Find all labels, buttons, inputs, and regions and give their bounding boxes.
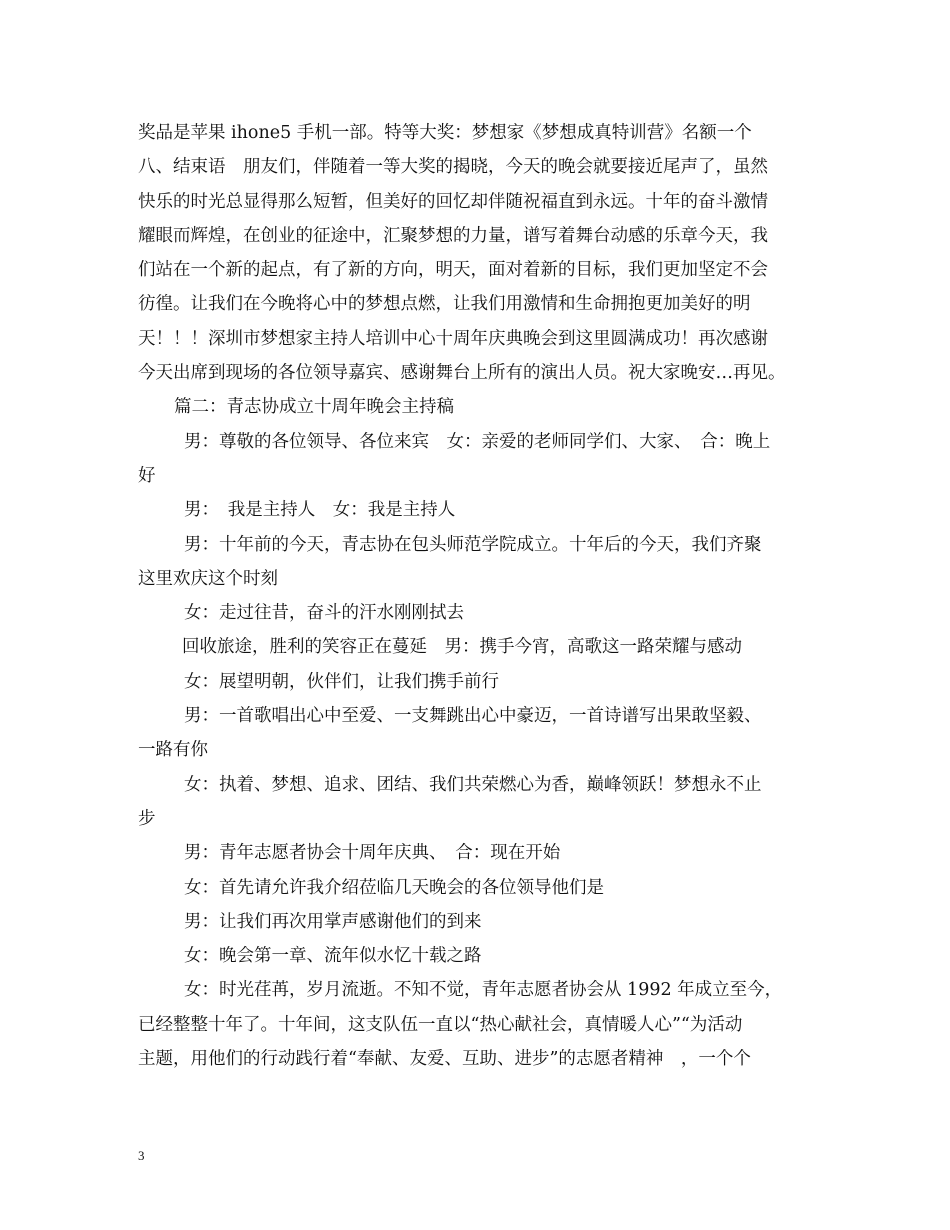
text-line: 天！！！深圳市梦想家主持人培训中心十周年庆典晚会到这里圆满成功！再次感谢 bbox=[138, 328, 768, 349]
text-line: 女：展望明朝，伙伴们，让我们携手前行 bbox=[184, 671, 499, 692]
text-line: 男：尊敬的各位领导、各位来宾 女：亲爱的老师同学们、大家、 合：晚上 bbox=[184, 431, 771, 452]
text-line: 今天出席到现场的各位领导嘉宾、感谢舞台上所有的演出人员。祝大家晚安…再见。 bbox=[138, 363, 786, 384]
text-line: 男：让我们再次用掌声感谢他们的到来 bbox=[184, 911, 482, 932]
text-line: 八、结束语 朋友们，伴随着一等大奖的揭晓，今天的晚会就要接近尾声了，虽然 bbox=[138, 157, 768, 178]
text-line: 快乐的时光总显得那么短暂，但美好的回忆却伴随祝福直到永远。十年的奋斗激情 bbox=[138, 191, 768, 212]
text-line: 步 bbox=[138, 808, 156, 829]
text-line: 们站在一个新的起点，有了新的方向，明天，面对着新的目标，我们更加坚定不会 bbox=[138, 260, 768, 281]
text-line: 女：晚会第一章、流年似水忆十载之路 bbox=[184, 946, 482, 967]
page-number: 3 bbox=[138, 1148, 145, 1163]
section-heading: 篇二：青志协成立十周年晚会主持稿 bbox=[174, 397, 454, 418]
text-line: 这里欢庆这个时刻 bbox=[138, 568, 278, 589]
text-line: 耀眼而辉煌，在创业的征途中，汇聚梦想的力量，谱写着舞台动感的乐章今天，我 bbox=[138, 225, 768, 246]
text-line: 女：执着、梦想、追求、团结、我们共荣燃心为香，巅峰领跃！梦想永不止 bbox=[184, 774, 762, 795]
text-line: 女：时光荏苒，岁月流逝。不知不觉，青年志愿者协会从 1992 年成立至今， bbox=[184, 980, 783, 1001]
document-body bbox=[138, 116, 818, 1076]
text-line: 男： 我是主持人 女：我是主持人 bbox=[184, 500, 456, 521]
text-line: 回收旅途，胜利的笑容正在蔓延 男：携手今宵，高歌这一路荣耀与感动 bbox=[182, 637, 742, 658]
text-line: 已经整整十年了。十年间，这支队伍一直以“热心献社会，真情暖人心”“为活动 bbox=[138, 1014, 743, 1035]
text-line: 主题，用他们的行动践行着“奉献、友爱、互助、进步”的志愿者精神 ，一个个 bbox=[138, 1049, 751, 1070]
text-line: 好 bbox=[138, 465, 156, 486]
text-line: 奖品是苹果 ihone5 手机一部。特等大奖：梦想家《梦想成真特训营》名额一个 bbox=[138, 123, 752, 143]
text-line: 彷徨。让我们在今晚将心中的梦想点燃，让我们用激情和生命拥抱更加美好的明 bbox=[138, 294, 751, 315]
text-line: 一路有你 bbox=[138, 740, 208, 761]
text-line: 女：走过往昔，奋斗的汗水刚刚拭去 bbox=[184, 603, 464, 624]
text-line: 男：十年前的今天，青志协在包头师范学院成立。十年后的今天，我们齐聚 bbox=[184, 534, 762, 555]
text-line: 女：首先请允许我介绍莅临几天晚会的各位领导他们是 bbox=[184, 877, 604, 898]
text-line: 男：青年志愿者协会十周年庆典、 合：现在开始 bbox=[184, 843, 561, 864]
text-line: 男：一首歌唱出心中至爱、一支舞跳出心中豪迈，一首诗谱写出果敢坚毅、 bbox=[184, 706, 762, 727]
